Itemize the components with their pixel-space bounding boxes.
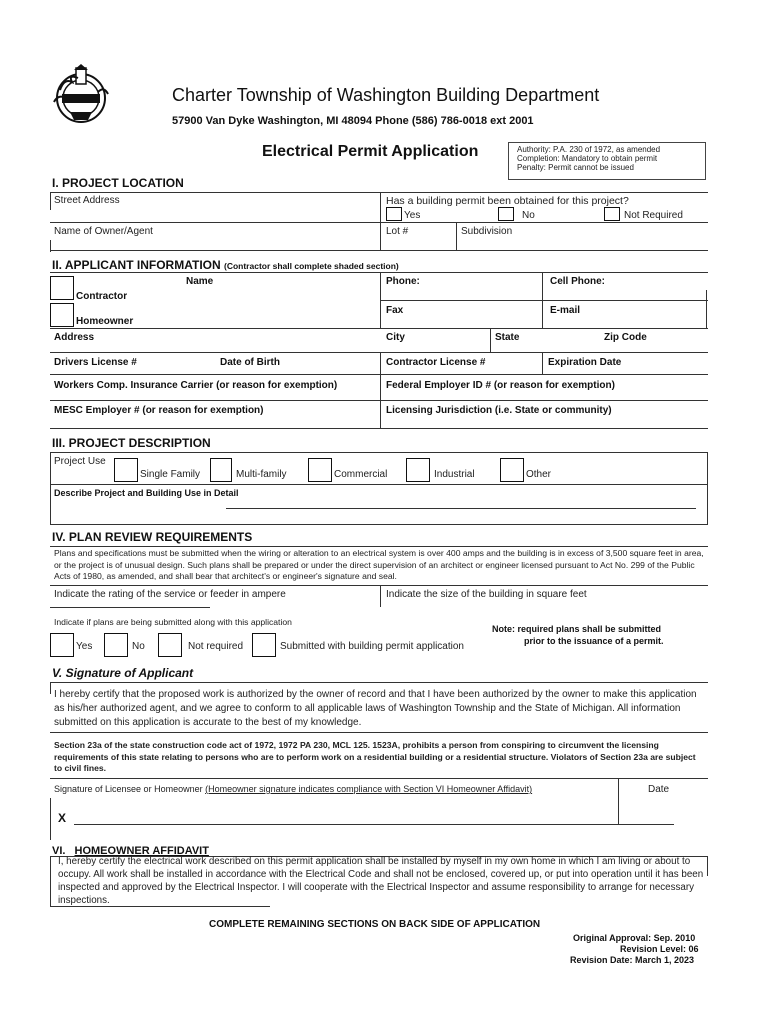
plans-not-required-checkbox[interactable] bbox=[158, 633, 182, 657]
drivers-license-label: Drivers License # bbox=[54, 357, 137, 368]
other-checkbox[interactable] bbox=[500, 458, 524, 482]
township-seal bbox=[48, 64, 114, 126]
multi-family-label: Multi-family bbox=[236, 469, 287, 480]
section-2-title-text: II. APPLICANT INFORMATION bbox=[52, 258, 221, 272]
original-approval: Original Approval: Sep. 2010 bbox=[573, 933, 696, 943]
section-6-number: VI. bbox=[52, 845, 66, 857]
homeowner-affidavit-paragraph: I, hereby certify the electrical work described on this permit application shall be installed by myself in my own home in which I am living or about to occupy. All work shall be installed in accordance with the Electrical Code and shall not be enclosed, covered up, or put into operation until it has been inspected and approved by the Electrical Inspector. I will cooperate with the Electrical Inspector and assume responsibility to arrange for necessary inspections. bbox=[58, 856, 704, 906]
subdivision-label: Subdivision bbox=[461, 226, 513, 237]
plans-submitted-question: Indicate if plans are being submitted along with this application bbox=[54, 617, 292, 627]
expiration-date-label: Expiration Date bbox=[548, 357, 622, 368]
penalty-text: Penalty: Permit cannot be issued bbox=[517, 163, 634, 172]
section-1-title: I. PROJECT LOCATION bbox=[52, 176, 184, 190]
section-2-title-note: (Contractor shall complete shaded section) bbox=[224, 261, 399, 271]
homeowner-label: Homeowner bbox=[76, 316, 134, 327]
section-4-title: IV. PLAN REVIEW REQUIREMENTS bbox=[52, 530, 253, 544]
other-label: Other bbox=[526, 469, 552, 480]
lot-label: Lot # bbox=[386, 226, 409, 237]
zip-label: Zip Code bbox=[604, 332, 647, 343]
commercial-checkbox[interactable] bbox=[308, 458, 332, 482]
fax-label: Fax bbox=[386, 305, 404, 316]
name-label: Name bbox=[186, 276, 214, 287]
section-3-title: III. PROJECT DESCRIPTION bbox=[52, 436, 211, 450]
plans-yes-label: Yes bbox=[76, 641, 93, 652]
permit-no-checkbox[interactable] bbox=[498, 207, 514, 221]
licensing-jurisdiction-label: Licensing Jurisdiction (i.e. State or community) bbox=[386, 405, 612, 416]
single-family-label: Single Family bbox=[140, 469, 201, 480]
date-of-birth-label: Date of Birth bbox=[220, 357, 280, 368]
complete-back-side-notice: COMPLETE REMAINING SECTIONS ON BACK SIDE OF APPLICATION bbox=[209, 919, 541, 930]
section-5-title: V. Signature of Applicant bbox=[52, 666, 194, 680]
building-size-label: Indicate the size of the building in square feet bbox=[386, 589, 587, 600]
signature-line[interactable] bbox=[74, 824, 674, 825]
permit-not-required-label: Not Required bbox=[624, 210, 683, 221]
authority-box bbox=[508, 142, 706, 180]
contractor-license-label: Contractor License # bbox=[386, 357, 486, 368]
commercial-label: Commercial bbox=[334, 469, 388, 480]
authority-text: Authority: P.A. 230 of 1972, as amended bbox=[517, 145, 661, 154]
plans-note-line-2: prior to the issuance of a permit. bbox=[524, 636, 664, 646]
section-23a-notice: Section 23a of the state construction code act of 1972, 1972 PA 230, MCL 125. 1523A, prohibits a person from conspiring to circumvent the licensing requirements of this state relating to persons who are to perform work on a residential building or a residential structure. Violators of Section 23a are subject to civil fines. bbox=[54, 740, 696, 773]
permit-yes-checkbox[interactable] bbox=[386, 207, 402, 221]
signature-label-text: Signature of Licensee or Homeowner bbox=[54, 784, 203, 794]
form-title: Electrical Permit Application bbox=[262, 143, 479, 160]
email-label: E-mail bbox=[550, 305, 581, 316]
plans-no-label: No bbox=[132, 641, 145, 652]
single-family-checkbox[interactable] bbox=[114, 458, 138, 482]
service-rating-label: Indicate the rating of the service or feeder in ampere bbox=[54, 589, 286, 600]
certification-paragraph: I hereby certify that the proposed work is authorized by the owner of record and that I have been authorized by the owner to make this application as his/her authorized agent, and we agree to conform to all applicable laws of Washington Township and the State of Michigan. All information submitted on this application is accurate to the best of my knowledge. bbox=[54, 689, 697, 728]
mesc-employer-label: MESC Employer # (or reason for exemption) bbox=[54, 405, 264, 416]
street-address-label: Street Address bbox=[54, 195, 120, 206]
plans-note-line-1: Note: required plans shall be submitted bbox=[492, 624, 662, 634]
signature-x-mark: X bbox=[58, 811, 67, 825]
plans-no-checkbox[interactable] bbox=[104, 633, 128, 657]
permit-not-required-checkbox[interactable] bbox=[604, 207, 620, 221]
address-label: Address bbox=[54, 332, 95, 343]
permit-no-label: No bbox=[522, 210, 535, 221]
contractor-checkbox[interactable] bbox=[50, 276, 74, 300]
industrial-checkbox[interactable] bbox=[406, 458, 430, 482]
revision-level: Revision Level: 06 bbox=[620, 944, 699, 954]
department-address: 57900 Van Dyke Washington, MI 48094 Phone (586) 786-0018 ext 2001 bbox=[172, 115, 534, 127]
phone-label: Phone: bbox=[386, 276, 420, 287]
completion-text: Completion: Mandatory to obtain permit bbox=[517, 154, 658, 163]
contractor-label: Contractor bbox=[76, 291, 128, 302]
city-label: City bbox=[386, 332, 405, 343]
state-label: State bbox=[495, 332, 520, 343]
permit-yes-label: Yes bbox=[404, 210, 421, 221]
cell-phone-label: Cell Phone: bbox=[550, 276, 606, 287]
section-2-title bbox=[52, 258, 399, 272]
department-title: Charter Township of Washington Building Department bbox=[172, 85, 600, 105]
signature-date-label: Date bbox=[648, 784, 670, 795]
federal-employer-id-label: Federal Employer ID # (or reason for exemption) bbox=[386, 380, 615, 391]
section-6-title-text: HOMEOWNER AFFIDAVIT bbox=[74, 845, 209, 857]
owner-agent-label: Name of Owner/Agent bbox=[54, 226, 153, 237]
workers-comp-label: Workers Comp. Insurance Carrier (or reason for exemption) bbox=[54, 380, 338, 391]
industrial-label: Industrial bbox=[434, 469, 475, 480]
plans-not-required-label: Not required bbox=[188, 641, 244, 652]
describe-project-label: Describe Project and Building Use in Detail bbox=[54, 488, 239, 498]
signature-label bbox=[54, 784, 532, 794]
plans-submitted-label: Submitted with building permit application bbox=[280, 641, 464, 652]
revision-date: Revision Date: March 1, 2023 bbox=[570, 955, 695, 965]
project-use-label: Project Use bbox=[54, 456, 106, 467]
permit-question: Has a building permit been obtained for this project? bbox=[386, 195, 629, 207]
plans-submitted-checkbox[interactable] bbox=[252, 633, 276, 657]
homeowner-checkbox[interactable] bbox=[50, 303, 74, 327]
signature-compliance-note: (Homeowner signature indicates compliance with Section VI Homeowner Affidavit) bbox=[205, 784, 533, 794]
plan-review-paragraph: Plans and specifications must be submitted when the wiring or alteration to an electrical system is over 400 amps and the building is in excess of 3,500 square feet in area, or the project is of unusual design. Such plans shall be prepared or under the direct supervision of an architect or engineer licensed pursuant to Act No. 299 of the Public Acts of 1980, as amended, and shall bear that architect's or engineer's signature and seal. bbox=[54, 548, 704, 581]
multi-family-checkbox[interactable] bbox=[210, 458, 232, 482]
plans-yes-checkbox[interactable] bbox=[50, 633, 74, 657]
